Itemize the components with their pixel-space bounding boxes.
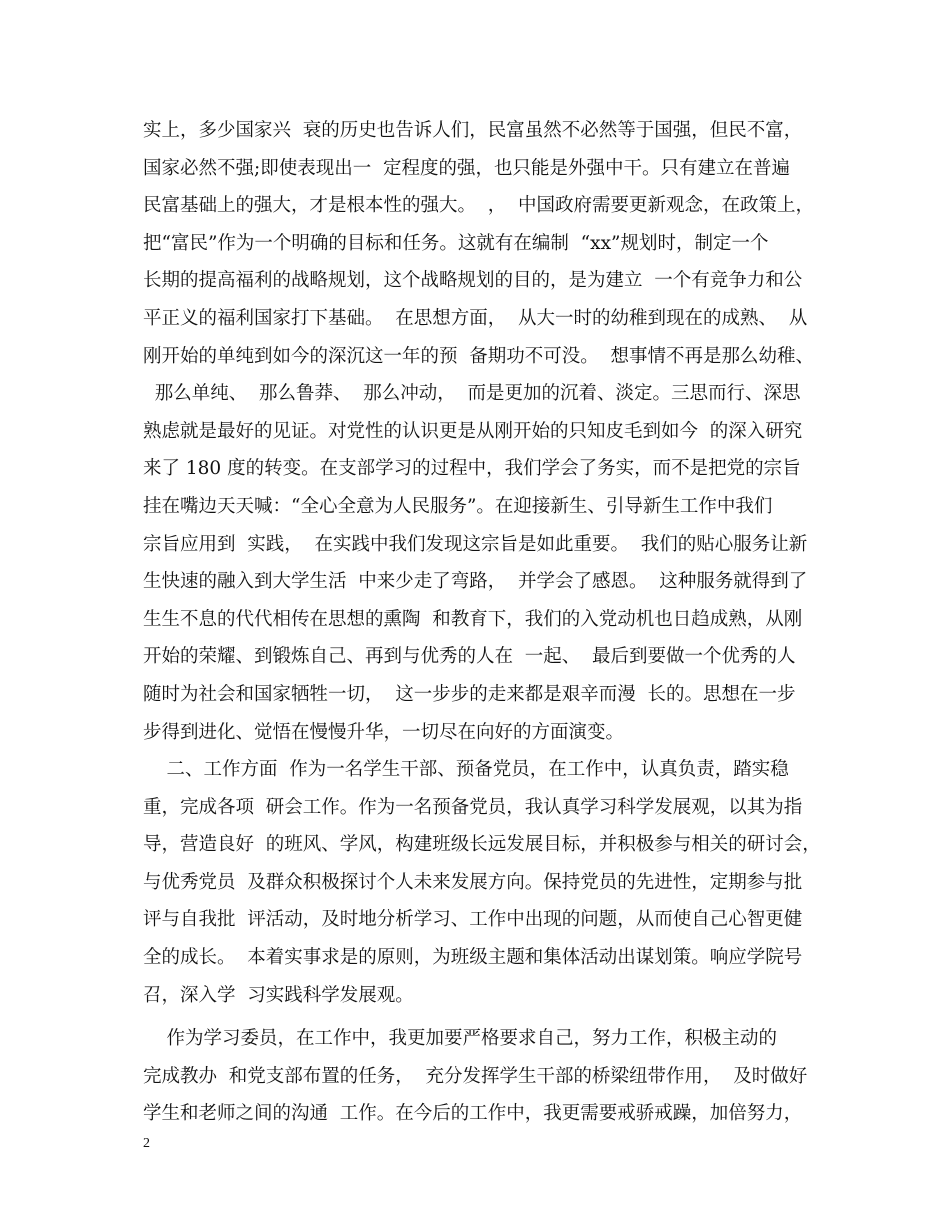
text-line: 实上，多少国家兴 衰的历史也告诉人们，民富虽然不必然等于国强，但民不富，: [143, 120, 803, 141]
text-line: 来了 180 度的转变。在支部学习的过程中，我们学会了务实，而不是把党的宗旨: [143, 458, 801, 480]
text-line: 导，营造良好 的班风、学风，构建班级长远发展目标，并积极参与相关的研讨会，: [143, 834, 821, 856]
text-line: 作为学习委员，在工作中，我更加要严格要求自己，努力工作，积极主动的: [143, 1028, 778, 1050]
text-line: 长期的提高福利的战略规划，这个战略规划的目的，是为建立 一个有竞争力和公: [143, 270, 803, 292]
text-line: 熟虑就是最好的见证。对党性的认识更是从刚开始的只知皮毛到如今 的深入研究: [143, 420, 803, 442]
text-line: 宗旨应用到 实践， 在实践中我们发现这宗旨是如此重要。 我们的贴心服务让新: [143, 533, 808, 555]
text-line: 学生和老师之间的沟通 工作。在今后的工作中，我更需要戒骄戒躁，加倍努力，: [143, 1103, 803, 1125]
text-line: 步得到进化、觉悟在慢慢升华，一切尽在向好的方面演变。: [143, 721, 625, 743]
text-line: 召，深入学 习实践科学发展观。: [143, 984, 414, 1006]
text-line: 完成教办 和党支部布置的任务， 充分发挥学生干部的桥梁纽带作用， 及时做好: [143, 1065, 808, 1087]
text-line: 平正义的福利国家打下基础。 在思想方面， 从大一时的幼稚到现在的成熟、 从: [143, 307, 808, 329]
text-line: 生生不息的代代相传在思想的熏陶 和教育下，我们的入党动机也日趋成熟，从刚: [143, 608, 803, 630]
text-line: 二、工作方面 作为一名学生干部、预备党员，在工作中，认真负责，踏实稳: [143, 759, 789, 781]
text-line: 开始的荣耀、到锻炼自己、再到与优秀的人在 一起、 最后到要做一个优秀的人: [143, 646, 796, 668]
text-line: 民富基础上的强大，才是根本性的强大。 ， 中国政府需要更新观念，在政策上，: [143, 195, 815, 217]
text-line: 把“富民”作为一个明确的目标和任务。这就有在编制 “xx”规划时，制定一个: [143, 232, 769, 254]
body-text: [143, 112, 833, 1133]
text-line: 那么单纯、 那么鲁莽、 那么冲动， 而是更加的沉着、淡定。三思而行、深思: [143, 383, 801, 405]
text-line: 评与自我批 评活动，及时地分析学习、工作中出现的问题，从而使自己心智更健: [143, 909, 803, 931]
text-line: 随时为社会和国家牺牲一切， 这一步步的走来都是艰辛而漫 长的。思想在一步: [143, 683, 796, 705]
text-line: 挂在嘴边天天喊：“全心全意为人民服务”。在迎接新生、引导新生工作中我们: [143, 495, 773, 517]
text-line: 与优秀党员 及群众积极探讨个人未来发展方向。保持党员的先进性，定期参与批: [143, 871, 803, 893]
text-line: 重，完成各项 研会工作。作为一名预备党员，我认真学习科学发展观，以其为指: [143, 796, 803, 818]
text-line: 生快速的融入到大学生活 中来少走了弯路， 并学会了感恩。 这种服务就得到了: [143, 571, 808, 593]
page-number: 2: [143, 1136, 150, 1151]
text-line: 全的成长。 本着实事求是的原则，为班级主题和集体活动出谋划策。响应学院号: [143, 947, 803, 969]
text-line: 国家必然不强;即使表现出一 定程度的强，也只能是外强中干。只有建立在普遍: [143, 157, 790, 179]
text-line: 刚开始的单纯到如今的深沉这一年的预 备期功不可没。 想事情不再是那么幼稚、: [143, 345, 815, 367]
